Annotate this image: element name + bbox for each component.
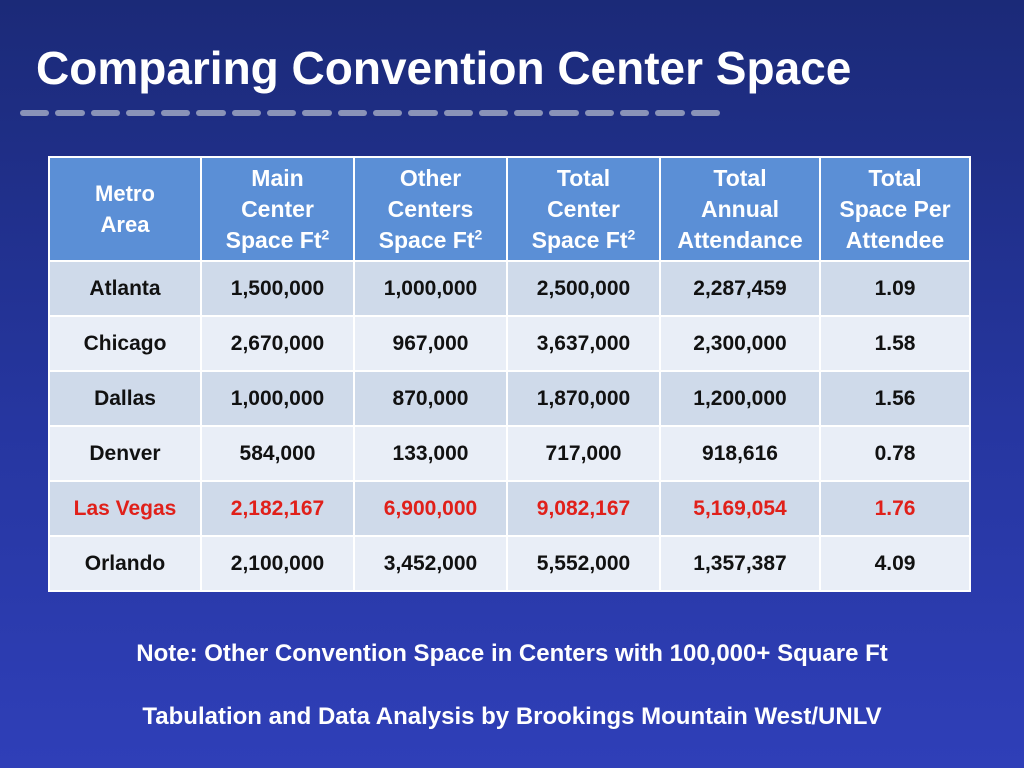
cell-attendance: 1,357,387 bbox=[660, 536, 820, 591]
header-total-center-space bbox=[507, 157, 660, 261]
cell-total-space: 9,082,167 bbox=[507, 481, 660, 536]
cell-other-space: 967,000 bbox=[354, 316, 507, 371]
table-row bbox=[49, 316, 970, 371]
header-line: Centers bbox=[387, 195, 474, 222]
header-line: Center bbox=[241, 195, 314, 222]
table-header-row bbox=[49, 157, 970, 261]
cell-other-space: 870,000 bbox=[354, 371, 507, 426]
data-credit: Tabulation and Data Analysis by Brookings Mountain West/UNLV bbox=[142, 703, 882, 730]
convention-space-table bbox=[48, 156, 969, 592]
header-main-center-space bbox=[201, 157, 354, 261]
superscript: 2 bbox=[627, 225, 636, 242]
cell-other-space: 133,000 bbox=[354, 426, 507, 481]
cell-metro: Dallas bbox=[49, 371, 201, 426]
cell-space-per-attendee: 1.09 bbox=[820, 261, 970, 316]
cell-main-space: 1,500,000 bbox=[201, 261, 354, 316]
cell-total-space: 3,637,000 bbox=[507, 316, 660, 371]
header-other-centers-space bbox=[354, 157, 507, 261]
header-line: Metro bbox=[95, 181, 155, 206]
cell-other-space: 1,000,000 bbox=[354, 261, 507, 316]
table-row bbox=[49, 371, 970, 426]
header-line: Other bbox=[399, 164, 462, 191]
cell-space-per-attendee: 1.56 bbox=[820, 371, 970, 426]
cell-main-space: 2,182,167 bbox=[201, 481, 354, 536]
cell-space-per-attendee: 1.58 bbox=[820, 316, 970, 371]
header-line: Center bbox=[547, 195, 620, 222]
header-line: Space Ft bbox=[531, 226, 628, 253]
superscript: 2 bbox=[474, 225, 483, 242]
cell-space-per-attendee: 1.76 bbox=[820, 481, 970, 536]
cell-attendance: 1,200,000 bbox=[660, 371, 820, 426]
cell-attendance: 5,169,054 bbox=[660, 481, 820, 536]
cell-attendance: 918,616 bbox=[660, 426, 820, 481]
cell-space-per-attendee: 0.78 bbox=[820, 426, 970, 481]
cell-total-space: 1,870,000 bbox=[507, 371, 660, 426]
table-row bbox=[49, 261, 970, 316]
cell-total-space: 5,552,000 bbox=[507, 536, 660, 591]
header-line: Total bbox=[556, 164, 611, 191]
header-line: Attendee bbox=[845, 226, 945, 253]
header-metro-area bbox=[49, 157, 201, 261]
header-line: Space Ft bbox=[378, 226, 475, 253]
table-row-highlighted bbox=[49, 481, 970, 536]
header-line: Space Ft bbox=[225, 226, 322, 253]
cell-metro: Denver bbox=[49, 426, 201, 481]
header-line: Attendance bbox=[677, 226, 803, 253]
header-total-space-per-attendee bbox=[820, 157, 970, 261]
cell-metro: Atlanta bbox=[49, 261, 201, 316]
slide-title: Comparing Convention Center Space bbox=[36, 42, 852, 94]
cell-attendance: 2,287,459 bbox=[660, 261, 820, 316]
cell-other-space: 6,900,000 bbox=[354, 481, 507, 536]
footnote: Note: Other Convention Space in Centers with 100,000+ Square Ft bbox=[136, 640, 888, 667]
cell-total-space: 717,000 bbox=[507, 426, 660, 481]
header-total-annual-attendance bbox=[660, 157, 820, 261]
cell-main-space: 584,000 bbox=[201, 426, 354, 481]
cell-main-space: 1,000,000 bbox=[201, 371, 354, 426]
header-line: Total bbox=[868, 164, 922, 191]
cell-space-per-attendee: 4.09 bbox=[820, 536, 970, 591]
cell-other-space: 3,452,000 bbox=[354, 536, 507, 591]
cell-total-space: 2,500,000 bbox=[507, 261, 660, 316]
cell-metro: Las Vegas bbox=[49, 481, 201, 536]
cell-main-space: 2,670,000 bbox=[201, 316, 354, 371]
title-dashed-rule bbox=[20, 110, 720, 118]
table-row bbox=[49, 536, 970, 591]
cell-main-space: 2,100,000 bbox=[201, 536, 354, 591]
cell-attendance: 2,300,000 bbox=[660, 316, 820, 371]
header-line: Space Per bbox=[839, 195, 951, 222]
header-line: Main bbox=[251, 164, 304, 191]
header-line: Area bbox=[100, 212, 150, 237]
table-row bbox=[49, 426, 970, 481]
cell-metro: Chicago bbox=[49, 316, 201, 371]
cell-metro: Orlando bbox=[49, 536, 201, 591]
header-line: Annual bbox=[701, 195, 779, 222]
superscript: 2 bbox=[321, 225, 330, 242]
header-line: Total bbox=[713, 164, 767, 191]
